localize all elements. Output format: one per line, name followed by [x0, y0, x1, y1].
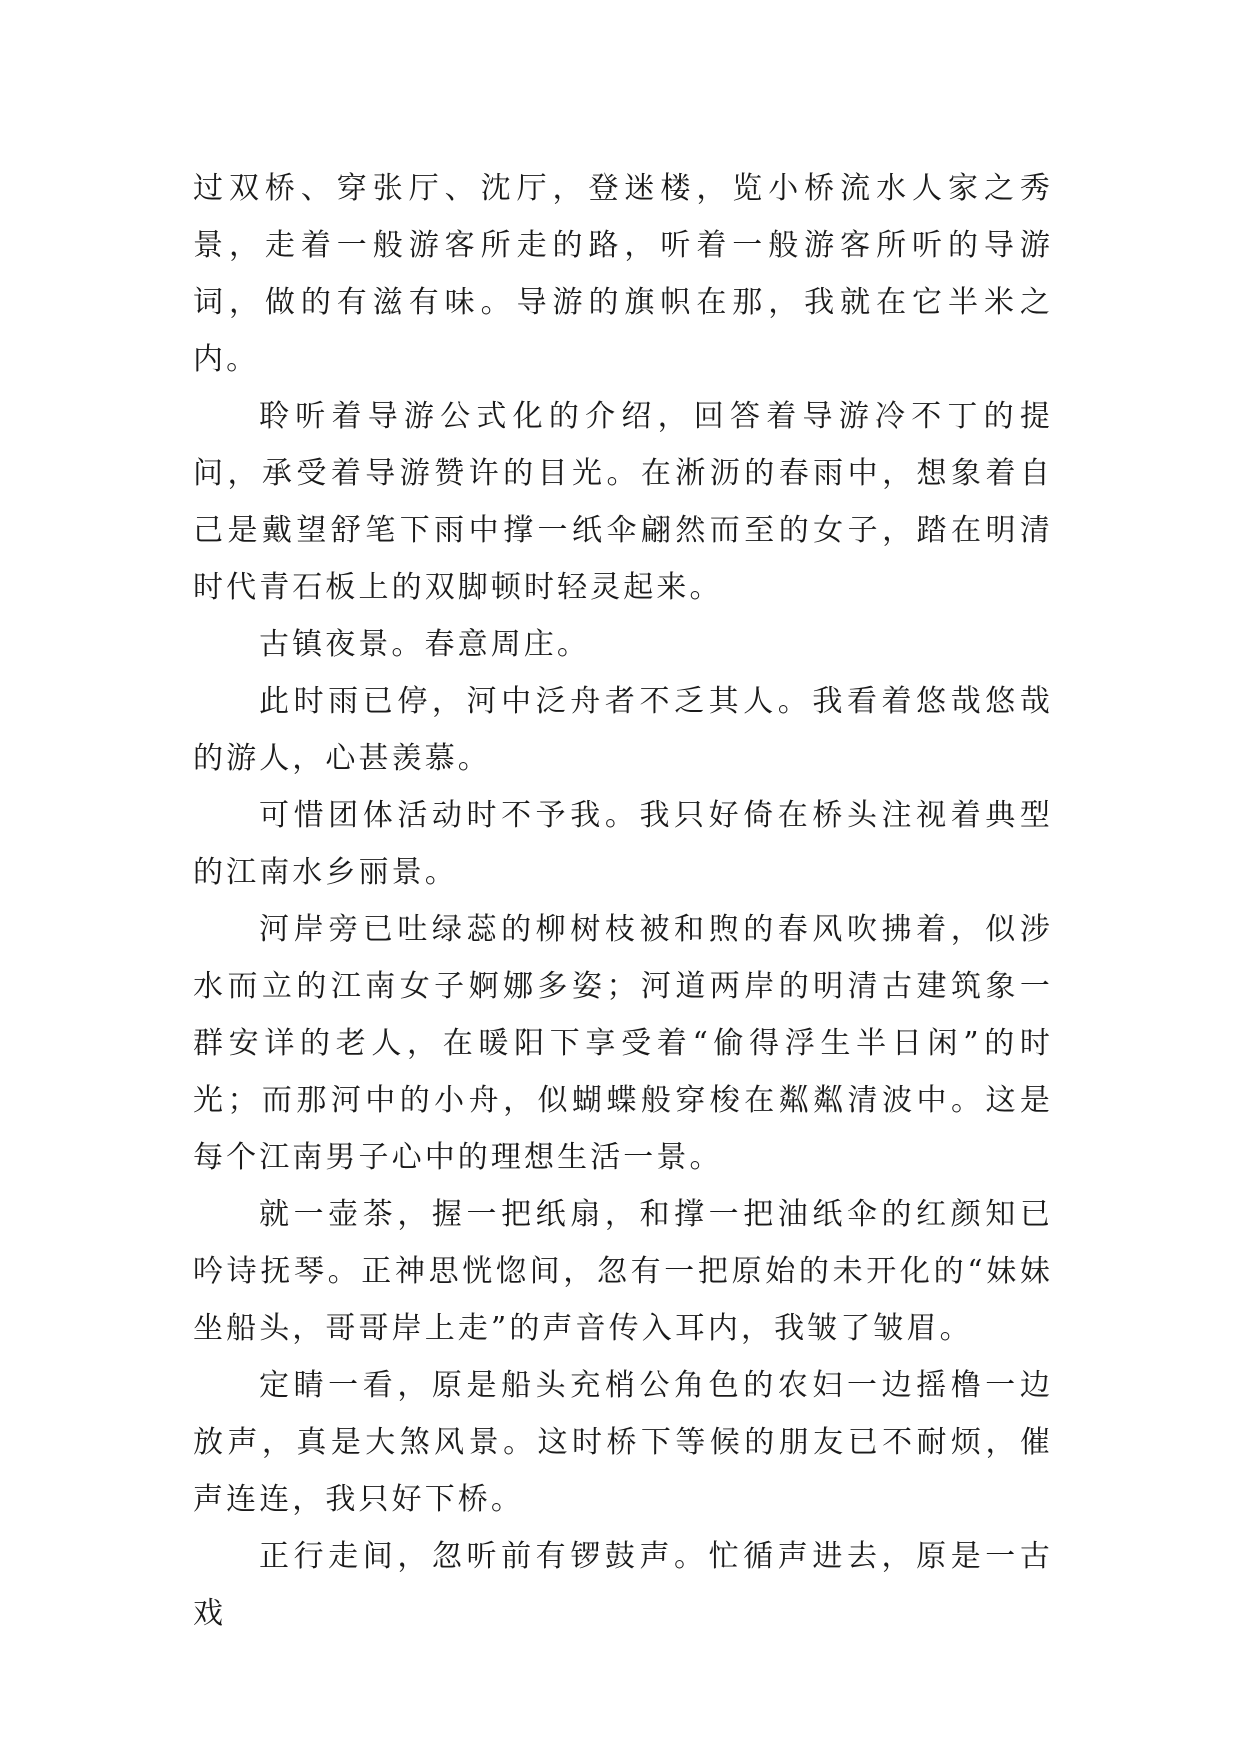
- paragraph-6: 河岸旁已吐绿蕊的柳树枝被和煦的春风吹拂着，似涉水而立的江南女子婀娜多姿；河道两岸的明清古建筑象一群安详的老人，在暖阳下享受着“偷得浮生半日闲”的时光；而那河中的小舟，似蝴蝶般穿梭在粼粼清波中。这是每个江南男子心中的理想生活一景。: [193, 912, 1053, 1175]
- paragraph-2: 聆听着导游公式化的介绍，回答着导游冷不丁的提问，承受着导游赞许的目光。在淅沥的春雨中，想象着自己是戴望舒笔下雨中撑一纸伞翩然而至的女子，踏在明清时代青石板上的双脚顿时轻灵起来。: [193, 399, 1053, 605]
- paragraph-8: 定睛一看，原是船头充梢公角色的农妇一边摇橹一边放声，真是大煞风景。这时桥下等候的朋友已不耐烦，催声连连，我只好下桥。: [193, 1368, 1053, 1517]
- paragraph-3: 古镇夜景。春意周庄。: [259, 627, 590, 662]
- paragraph-4: 此时雨已停，河中泛舟者不乏其人。我看着悠哉悠哉的游人，心甚羡慕。: [193, 684, 1053, 776]
- paragraph-1: 过双桥、穿张厅、沈厅，登迷楼，览小桥流水人家之秀景，走着一般游客所走的路，听着一般游客所听的导游词，做的有滋有味。导游的旗帜在那，我就在它半米之内。: [193, 171, 1053, 377]
- document-body: [193, 160, 1053, 1642]
- paragraph-5: 可惜团体活动时不予我。我只好倚在桥头注视着典型的江南水乡丽景。: [193, 798, 1053, 890]
- paragraph-7: 就一壶茶，握一把纸扇，和撑一把油纸伞的红颜知已吟诗抚琴。正神思恍惚间，忽有一把原始的未开化的“妹妹坐船头，哥哥岸上走”的声音传入耳内，我皱了皱眉。: [193, 1197, 1053, 1346]
- paragraph-9: 正行走间，忽听前有锣鼓声。忙循声进去，原是一古戏: [193, 1539, 1053, 1631]
